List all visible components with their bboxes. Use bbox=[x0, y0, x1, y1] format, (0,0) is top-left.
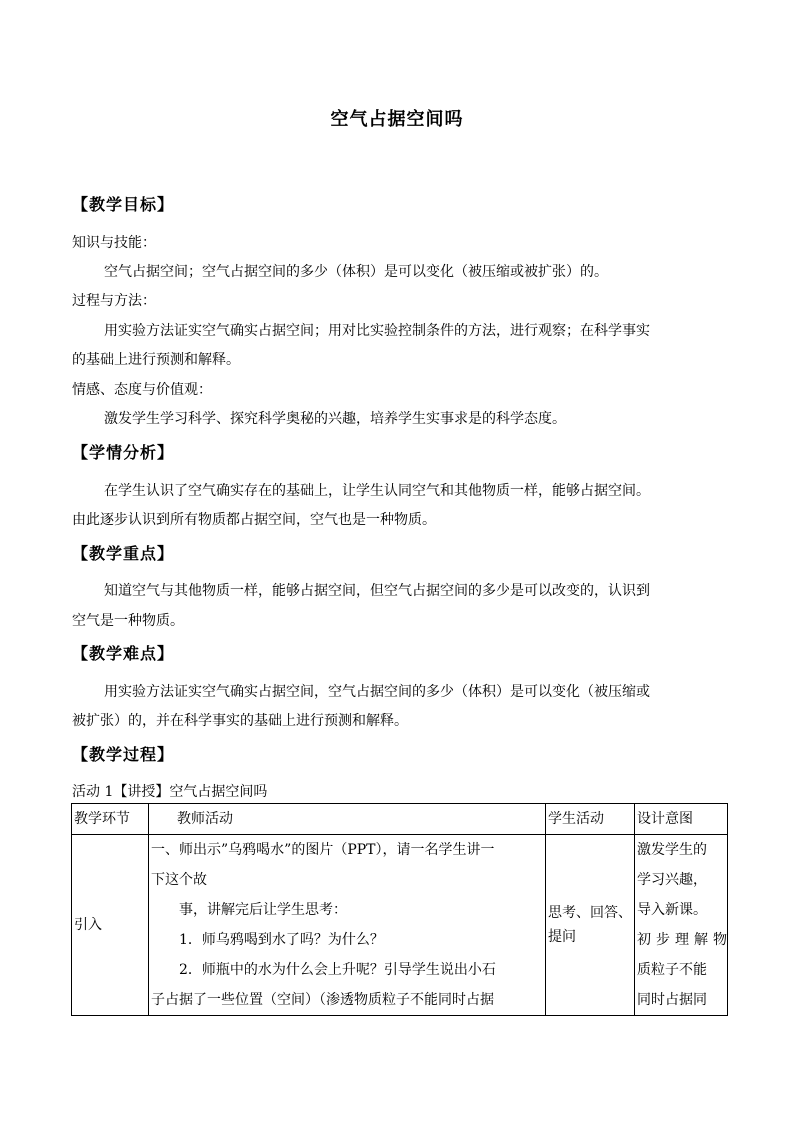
student-activity-cell bbox=[546, 835, 635, 1016]
teacher-line: 下这个故 bbox=[151, 872, 207, 888]
emotion-label: 情感、态度与价值观： bbox=[72, 382, 212, 398]
stage-cell: 引入 bbox=[72, 835, 149, 1016]
intent-line: 学习兴趣， bbox=[637, 872, 707, 888]
heading-teaching-process: 【教学过程】 bbox=[72, 745, 175, 764]
knowledge-text: 空气占据空间；空气占据空间的多少（体积）是可以变化（被压缩或被扩张）的。 bbox=[104, 264, 608, 280]
teacher-line: 事，讲解完后让学生思考： bbox=[179, 902, 347, 918]
activity-label: 活动 1【讲授】空气占据空间吗 bbox=[72, 784, 268, 800]
intent-line: 导入新课。 bbox=[637, 902, 707, 918]
teacher-line: 子占据了一些位置（空间）（渗透物质粒子不能同时占据 bbox=[151, 992, 494, 1008]
header-teacher: 教师活动 bbox=[149, 804, 546, 835]
design-intent-cell bbox=[635, 835, 728, 1016]
teacher-line: 一、师出示”乌鸦喝水”的图片（PPT），请一名学生讲一 bbox=[151, 842, 495, 858]
table-row bbox=[72, 835, 728, 1016]
student-line: 思考、回答、 bbox=[548, 905, 632, 921]
document-title: 空气占据空间吗 bbox=[330, 109, 464, 130]
difficulty-text-1: 用实验方法证实空气确实占据空间，空气占据空间的多少（体积）是可以变化（被压缩或 bbox=[104, 684, 650, 700]
intent-line: 质粒子不能 bbox=[637, 962, 707, 978]
heading-teaching-goals: 【教学目标】 bbox=[72, 195, 175, 214]
teacher-line: 1．师乌鸦喝到水了吗？为什么？ bbox=[179, 932, 384, 948]
process-text-2: 的基础上进行预测和解释。 bbox=[72, 352, 240, 368]
process-text-1: 用实验方法证实空气确实占据空间；用对比实验控制条件的方法，进行观察；在科学事实 bbox=[104, 323, 650, 339]
heading-difficulties: 【教学难点】 bbox=[72, 644, 175, 663]
heading-key-points: 【教学重点】 bbox=[72, 544, 175, 563]
header-intent: 设计意图 bbox=[635, 804, 728, 835]
emotion-text: 激发学生学习科学、探究科学奥秘的兴趣，培养学生实事求是的科学态度。 bbox=[104, 411, 566, 427]
process-label: 过程与方法： bbox=[72, 293, 156, 309]
key-text-1: 知道空气与其他物质一样，能够占据空间，但空气占据空间的多少是可以改变的，认识到 bbox=[104, 583, 650, 599]
knowledge-label: 知识与技能： bbox=[72, 235, 156, 251]
difficulty-text-2: 被扩张）的，并在科学事实的基础上进行预测和解释。 bbox=[72, 713, 408, 729]
table-header-row bbox=[72, 804, 728, 835]
header-stage: 教学环节 bbox=[72, 804, 149, 835]
analysis-text-2: 由此逐步认识到所有物质都占据空间，空气也是一种物质。 bbox=[72, 512, 436, 528]
teacher-line: 2．师瓶中的水为什么会上升呢？引导学生说出小石 bbox=[179, 962, 496, 978]
intent-line: 初步理解物 bbox=[637, 932, 727, 948]
student-line: 提问 bbox=[548, 929, 576, 945]
lesson-table bbox=[71, 803, 728, 1016]
header-student: 学生活动 bbox=[546, 804, 635, 835]
heading-learner-analysis: 【学情分析】 bbox=[72, 443, 175, 462]
intent-line: 激发学生的 bbox=[637, 842, 707, 858]
teacher-activity-cell bbox=[149, 835, 546, 1016]
intent-line: 同时占据同 bbox=[637, 992, 707, 1008]
key-text-2: 空气是一种物质。 bbox=[72, 613, 184, 629]
analysis-text-1: 在学生认识了空气确实存在的基础上，让学生认同空气和其他物质一样，能够占据空间。 bbox=[104, 483, 650, 499]
